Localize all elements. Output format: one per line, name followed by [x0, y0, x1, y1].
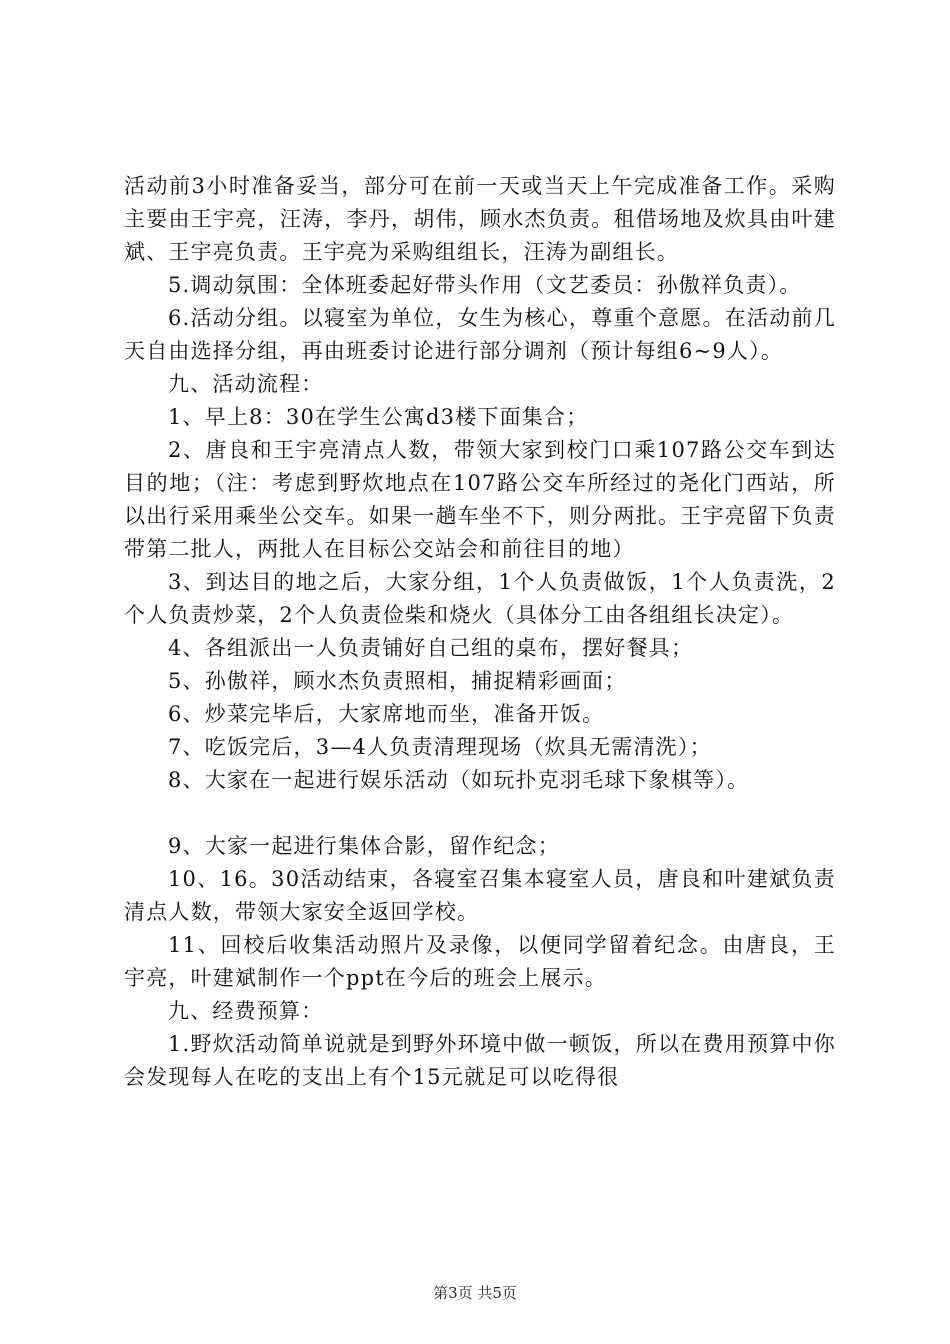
flow-item-10: 10、16。30活动结束，各寝室召集本寝室人员，唐良和叶建斌负责清点人数，带领大家安全返回学校。 — [124, 867, 836, 924]
flow-item-11: 11、回校后收集活动照片及录像，以便同学留着纪念。由唐良，王宇亮，叶建斌制作一个ppt在今后的班会上展示。 — [124, 933, 836, 990]
flow-item-8: 8、大家在一起进行娱乐活动（如玩扑克羽毛球下象棋等）。 — [168, 768, 750, 792]
budget-item-1: 1.野炊活动简单说就是到野外环境中做一顿饭，所以在费用预算中你会发现每人在吃的支出上有个15元就足可以吃得很 — [124, 1032, 836, 1089]
flow-item-3: 3、到达目的地之后，大家分组，1个人负责做饭，1个人负责洗，2个人负责炒菜，2个人负责俭柴和烧火（具体分工由各组组长决定）。 — [124, 570, 836, 627]
page-footer: 第3页 共5页 — [433, 1284, 517, 1302]
section-heading-flow: 九、活动流程： — [168, 372, 324, 396]
flow-item-5: 5、孙傲祥，顾水杰负责照相，捕捉精彩画面； — [168, 669, 627, 693]
flow-item-7: 7、吃饭完后，3—4人负责清理现场（炊具无需清洗）； — [168, 735, 712, 759]
paragraph-1: 活动前3小时准备妥当，部分可在前一天或当天上午完成准备工作。采购主要由王宇亮，汪涛，李丹，胡伟，顾水杰负责。租借场地及炊具由叶建斌、王宇亮负责。王宇亮为采购组组长，汪涛为副组长。 — [124, 174, 836, 264]
flow-item-6: 6、炒菜完毕后，大家席地而坐，准备开饭。 — [168, 702, 605, 726]
paragraph-2: 5.调动氛围：全体班委起好带头作用（文艺委员：孙傲祥负责）。 — [168, 273, 802, 297]
flow-item-4: 4、各组派出一人负责铺好自己组的桌布，摆好餐具； — [168, 636, 694, 660]
paragraph-3: 6.活动分组。以寝室为单位，女生为核心，尊重个意愿。在活动前几天自由选择分组，再由班委讨论进行部分调剂（预计每组6~9人）。 — [124, 306, 836, 363]
section-heading-budget: 九、经费预算： — [168, 999, 324, 1023]
document-body — [124, 170, 836, 1094]
flow-item-2: 2、唐良和王宇亮清点人数，带领大家到校门口乘107路公交车到达目的地；（注：考虑到野炊地点在107路公交车所经过的尧化门西站，所以出行采用乘坐公交车。如果一趟车坐不下，则分两批。王宇亮留下负责带第二批人，两批人在目标公交站会和前往目的地） — [124, 438, 836, 561]
flow-item-9: 9、大家一起进行集体合影，留作纪念； — [168, 834, 560, 858]
flow-item-1: 1、早上8：30在学生公寓d3楼下面集合； — [168, 405, 589, 429]
